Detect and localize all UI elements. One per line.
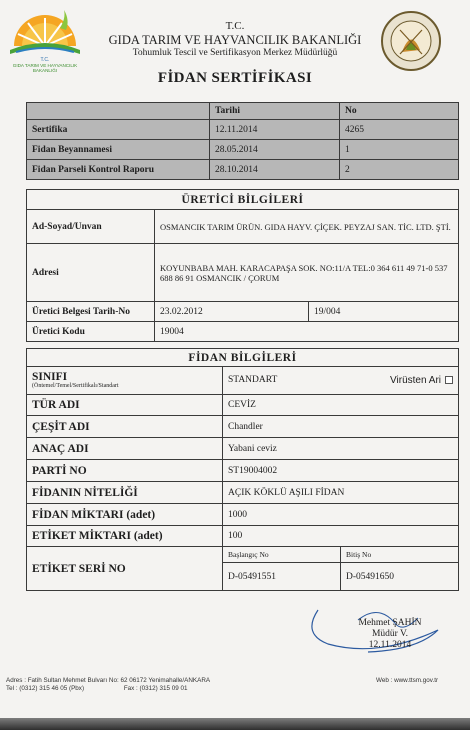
table-row — [27, 244, 459, 302]
row-label: Sertifika — [27, 120, 210, 140]
species-label: TÜR ADI — [27, 395, 223, 416]
class-value-cell — [223, 367, 459, 395]
serial-header-row — [27, 547, 459, 563]
class-label: SINIFI — [32, 371, 68, 383]
producer-certificate-label: Üretici Belgesi Tarih-No — [27, 302, 155, 322]
producer-certificate-number: 19/004 — [309, 302, 459, 322]
serial-number-label: ETİKET SERİ NO — [27, 547, 223, 591]
table-row — [27, 210, 459, 244]
row-date: 12.11.2014 — [210, 120, 340, 140]
document-title: FİDAN SERTİFİKASI — [157, 70, 313, 86]
footer-address: Adres : Fatih Sultan Mehmet Bulvarı No: 62 06172 Yenimahalle/ANKARA — [6, 677, 211, 684]
table-row — [27, 395, 459, 416]
tc-heading: T.C. — [225, 20, 245, 32]
sunrise-logo-icon — [6, 8, 84, 58]
sapling-table — [26, 348, 459, 591]
rootstock-value: Yabani ceviz — [223, 438, 459, 460]
virus-free-checkbox[interactable] — [445, 376, 453, 384]
variety-label: ÇEŞİT ADI — [27, 416, 223, 438]
producer-name-value: OSMANCIK TARIM ÜRÜN. GIDA HAYV. ÇİÇEK. PEYZAJ SAN. TİC. LTD. ŞTİ. — [155, 210, 459, 244]
signature-block — [335, 618, 445, 651]
footer-phone: Tel : (0312) 315 46 05 (Pbx) — [6, 685, 85, 692]
producer-name-label: Ad-Soyad/Unvan — [27, 210, 155, 244]
row-label: Fidan Parseli Kontrol Raporu — [27, 160, 210, 180]
producer-heading-row — [27, 190, 459, 210]
serial-end-value: D-05491650 — [341, 563, 459, 591]
producer-table — [26, 189, 459, 342]
table-row — [27, 322, 459, 342]
reference-table — [26, 102, 459, 180]
rootstock-label: ANAÇ ADI — [27, 438, 223, 460]
scan-edge — [0, 718, 470, 730]
sapling-section-title: FİDAN BİLGİLERİ — [27, 349, 459, 367]
row-number: 1 — [340, 140, 459, 160]
date-column-header: Tarihi — [210, 103, 340, 120]
footer-phone-row — [6, 685, 466, 693]
table-row — [27, 160, 459, 180]
serial-start-label: Başlangıç No — [223, 547, 341, 563]
letterhead — [100, 20, 370, 59]
logo-bakanligi-text: BAKANLIĞI — [32, 68, 58, 74]
lot-number-label: PARTİ NO — [27, 460, 223, 482]
logo-ministry-text: GIDA TARIM VE HAYVANCILIK — [12, 63, 78, 69]
signatory-name: Mehmet ŞAHİN — [358, 618, 422, 628]
table-row — [27, 504, 459, 526]
table-row — [27, 367, 459, 395]
lot-number-value: ST19004002 — [223, 460, 459, 482]
directorate-seal-icon — [380, 10, 442, 72]
variety-value: Chandler — [223, 416, 459, 438]
number-column-header: No — [340, 103, 459, 120]
producer-code-value: 19004 — [155, 322, 459, 342]
quality-label: FİDANIN NİTELİĞİ — [27, 482, 223, 504]
reference-header-row — [27, 103, 459, 120]
table-row — [27, 120, 459, 140]
producer-certificate-date: 23.02.2012 — [155, 302, 309, 322]
footer-web: Web : www.ttsm.gov.tr — [376, 677, 439, 684]
quality-value: AÇIK KÖKLÜ AŞILI FİDAN — [223, 482, 459, 504]
table-row — [27, 526, 459, 547]
class-label-cell — [27, 367, 223, 395]
table-row — [27, 482, 459, 504]
producer-address-label: Adresi — [27, 244, 155, 302]
row-label: Fidan Beyannamesi — [27, 140, 210, 160]
producer-section-title: ÜRETİCİ BİLGİLERİ — [27, 190, 459, 210]
table-row — [27, 460, 459, 482]
class-value: STANDART — [228, 375, 278, 385]
virus-free-label: Virüsten Ari — [390, 375, 441, 386]
ministry-heading: GIDA TARIM VE HAYVANCILIK BAKANLIĞI — [108, 33, 362, 47]
serial-start-value: D-05491551 — [223, 563, 341, 591]
sapling-quantity-value: 1000 — [223, 504, 459, 526]
producer-address-value: KOYUNBABA MAH. KARACAPAŞA SOK. NO:11/A TEL:0 364 611 49 71-0 537 688 86 91 OSMANCIK / ÇORUM — [155, 244, 459, 302]
directorate-heading: Tohumluk Tescil ve Sertifikasyon Merkez Müdürlüğü — [132, 48, 338, 58]
footer-fax: Fax : (0312) 315 09 01 — [123, 685, 188, 692]
row-number: 2 — [340, 160, 459, 180]
table-row — [27, 302, 459, 322]
producer-code-label: Üretici Kodu — [27, 322, 155, 342]
label-quantity-label: ETİKET MİKTARI (adet) — [27, 526, 223, 547]
sapling-quantity-label: FİDAN MİKTARI (adet) — [27, 504, 223, 526]
virus-free-option — [390, 375, 453, 386]
reference-header-blank — [27, 103, 210, 120]
ministry-logo — [6, 8, 84, 78]
signature-date: 12.11.2014 — [368, 640, 412, 650]
class-sublabel: (Öntemel/Temel/Sertifikalı/Standart — [32, 383, 119, 389]
table-row — [27, 438, 459, 460]
label-quantity-value: 100 — [223, 526, 459, 547]
serial-end-label: Bitiş No — [341, 547, 459, 563]
footer — [6, 677, 466, 693]
sapling-heading-row — [27, 349, 459, 367]
table-row — [27, 416, 459, 438]
table-row — [27, 140, 459, 160]
row-date: 28.10.2014 — [210, 160, 340, 180]
signatory-title: Müdür V. — [371, 629, 409, 639]
row-number: 4265 — [340, 120, 459, 140]
species-value: CEVİZ — [223, 395, 459, 416]
row-date: 28.05.2014 — [210, 140, 340, 160]
logo-tc-text: T.C. — [40, 57, 50, 63]
